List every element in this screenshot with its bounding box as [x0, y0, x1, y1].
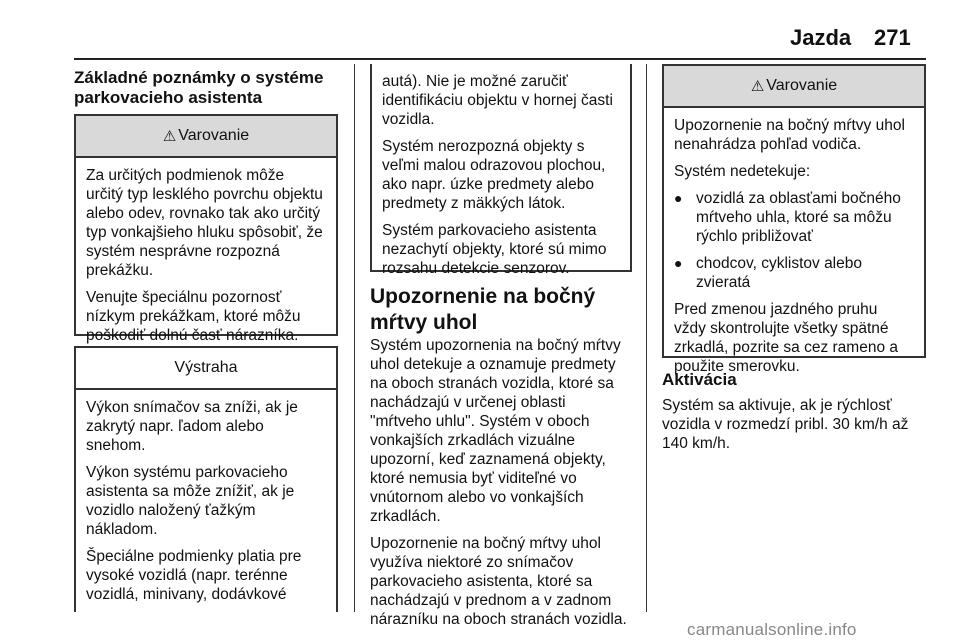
- caution-paragraph: Systém nerozpozná objekty s veľmi malou odrazovou plochou, ako napr. úzke predmety alebo predmety z mäkkých látok.: [382, 138, 606, 212]
- column-divider: [646, 64, 647, 612]
- warning-paragraph: Systém nedetekuje:: [674, 163, 811, 180]
- caution-paragraph: Výkon snímačov sa zníži, ak je zakrytý napr. ľadom alebo snehom.: [86, 399, 298, 454]
- warning-box-blind-spot: [662, 64, 926, 375]
- caution-box-title: Výstraha: [174, 359, 238, 376]
- warning-triangle-icon: ⚠: [750, 78, 765, 95]
- warning-box: [74, 114, 338, 344]
- warning-paragraph: Za určitých podmienok môže určitý typ lesklého povrchu objektu alebo odev, rovnako tak ako určitý typ vonkajšieho hluku spôsobiť, že systém nesprávne rozpozná prekážku.: [86, 167, 323, 279]
- bullet-icon: ●: [674, 190, 683, 206]
- warning-paragraph: Venujte špeciálnu pozornosť nízkym prekážkam, ktoré môžu poškodiť dolnú časť nárazníka.: [86, 289, 301, 344]
- header-divider: [74, 58, 926, 60]
- section-title: Jazda: [790, 25, 852, 50]
- body-paragraph: Upozornenie na bočný mŕtvy uhol využíva niektoré zo snímačov parkovacieho asistenta, ktoré sa nachádzajú v prednom a v zadnom nárazníku na oboch stranách vozidla.: [370, 535, 627, 628]
- bullet-item: [674, 254, 914, 292]
- caution-paragraph: Špeciálne podmienky platia pre vysoké vozidlá (napr. terénne vozidlá, minivany, dodávkové: [86, 548, 302, 603]
- caution-paragraph: Systém parkovacieho asistenta nezachytí objekty, ktoré sú mimo rozsahu detekcie senzorov.: [382, 222, 607, 277]
- page-number: 271: [874, 25, 911, 50]
- bullet-text: chodcov, cyklistov alebo zvieratá: [696, 255, 862, 291]
- caution-paragraph: autá). Nie je možné zaručiť identifikáciu objektu v hornej časti vozidla.: [382, 73, 613, 128]
- bullet-item: [674, 189, 914, 246]
- bullet-icon: ●: [674, 255, 683, 271]
- section-heading-basics: Základné poznámky o systéme parkovacieho asistenta: [74, 68, 324, 107]
- warning-paragraph: Upozornenie na bočný mŕtvy uhol nenahrádza pohľad vodiča.: [674, 117, 905, 153]
- caution-box: [74, 346, 338, 612]
- warning-box-header: [664, 66, 924, 108]
- warning-box-title: Varovanie: [766, 77, 838, 94]
- watermark: carmanualsonline.info: [687, 620, 857, 639]
- blind-spot-text: [370, 336, 640, 629]
- warning-paragraph: Pred zmenou jazdného pruhu vždy skontrolujte všetky spätné zrkadlá, pozrite sa cez rameno a použite smerovku.: [674, 301, 898, 375]
- warning-box-header: [76, 116, 336, 158]
- body-paragraph: Systém upozornenia na bočný mŕtvy uhol detekuje a oznamuje predmety na oboch stranách vozidla, ktoré sa nachádzajú v určenej oblasti "mŕtveho uhlu". Systém v oboch vonkajších zrkadlách vizuálne upozorní, keď zaznamená objekty, ktoré nemusia byť viditeľné vo vnútornom alebo vo vonkajších zrkadlách.: [370, 337, 621, 525]
- section-heading-blind-spot: Upozornenie na bočný mŕtvy uhol: [370, 285, 596, 334]
- section-heading-activation: Aktivácia: [662, 370, 737, 389]
- warning-box-title: Varovanie: [178, 127, 250, 144]
- column-divider: [354, 64, 355, 612]
- warning-triangle-icon: ⚠: [162, 128, 177, 145]
- bullet-text: vozidlá za oblasťami bočného mŕtveho uhla, ktoré sa môžu rýchlo približovať: [696, 190, 901, 245]
- caution-box-header: [76, 348, 336, 390]
- caution-paragraph: Výkon systému parkovacieho asistenta sa môže znížiť, ak je vozidlo naložený ťažkým nákladom.: [86, 464, 295, 538]
- activation-text: Systém sa aktivuje, ak je rýchlosť vozidla v rozmedzí pribl. 30 km/h až 140 km/h.: [662, 397, 909, 452]
- caution-box-continued: [370, 64, 632, 277]
